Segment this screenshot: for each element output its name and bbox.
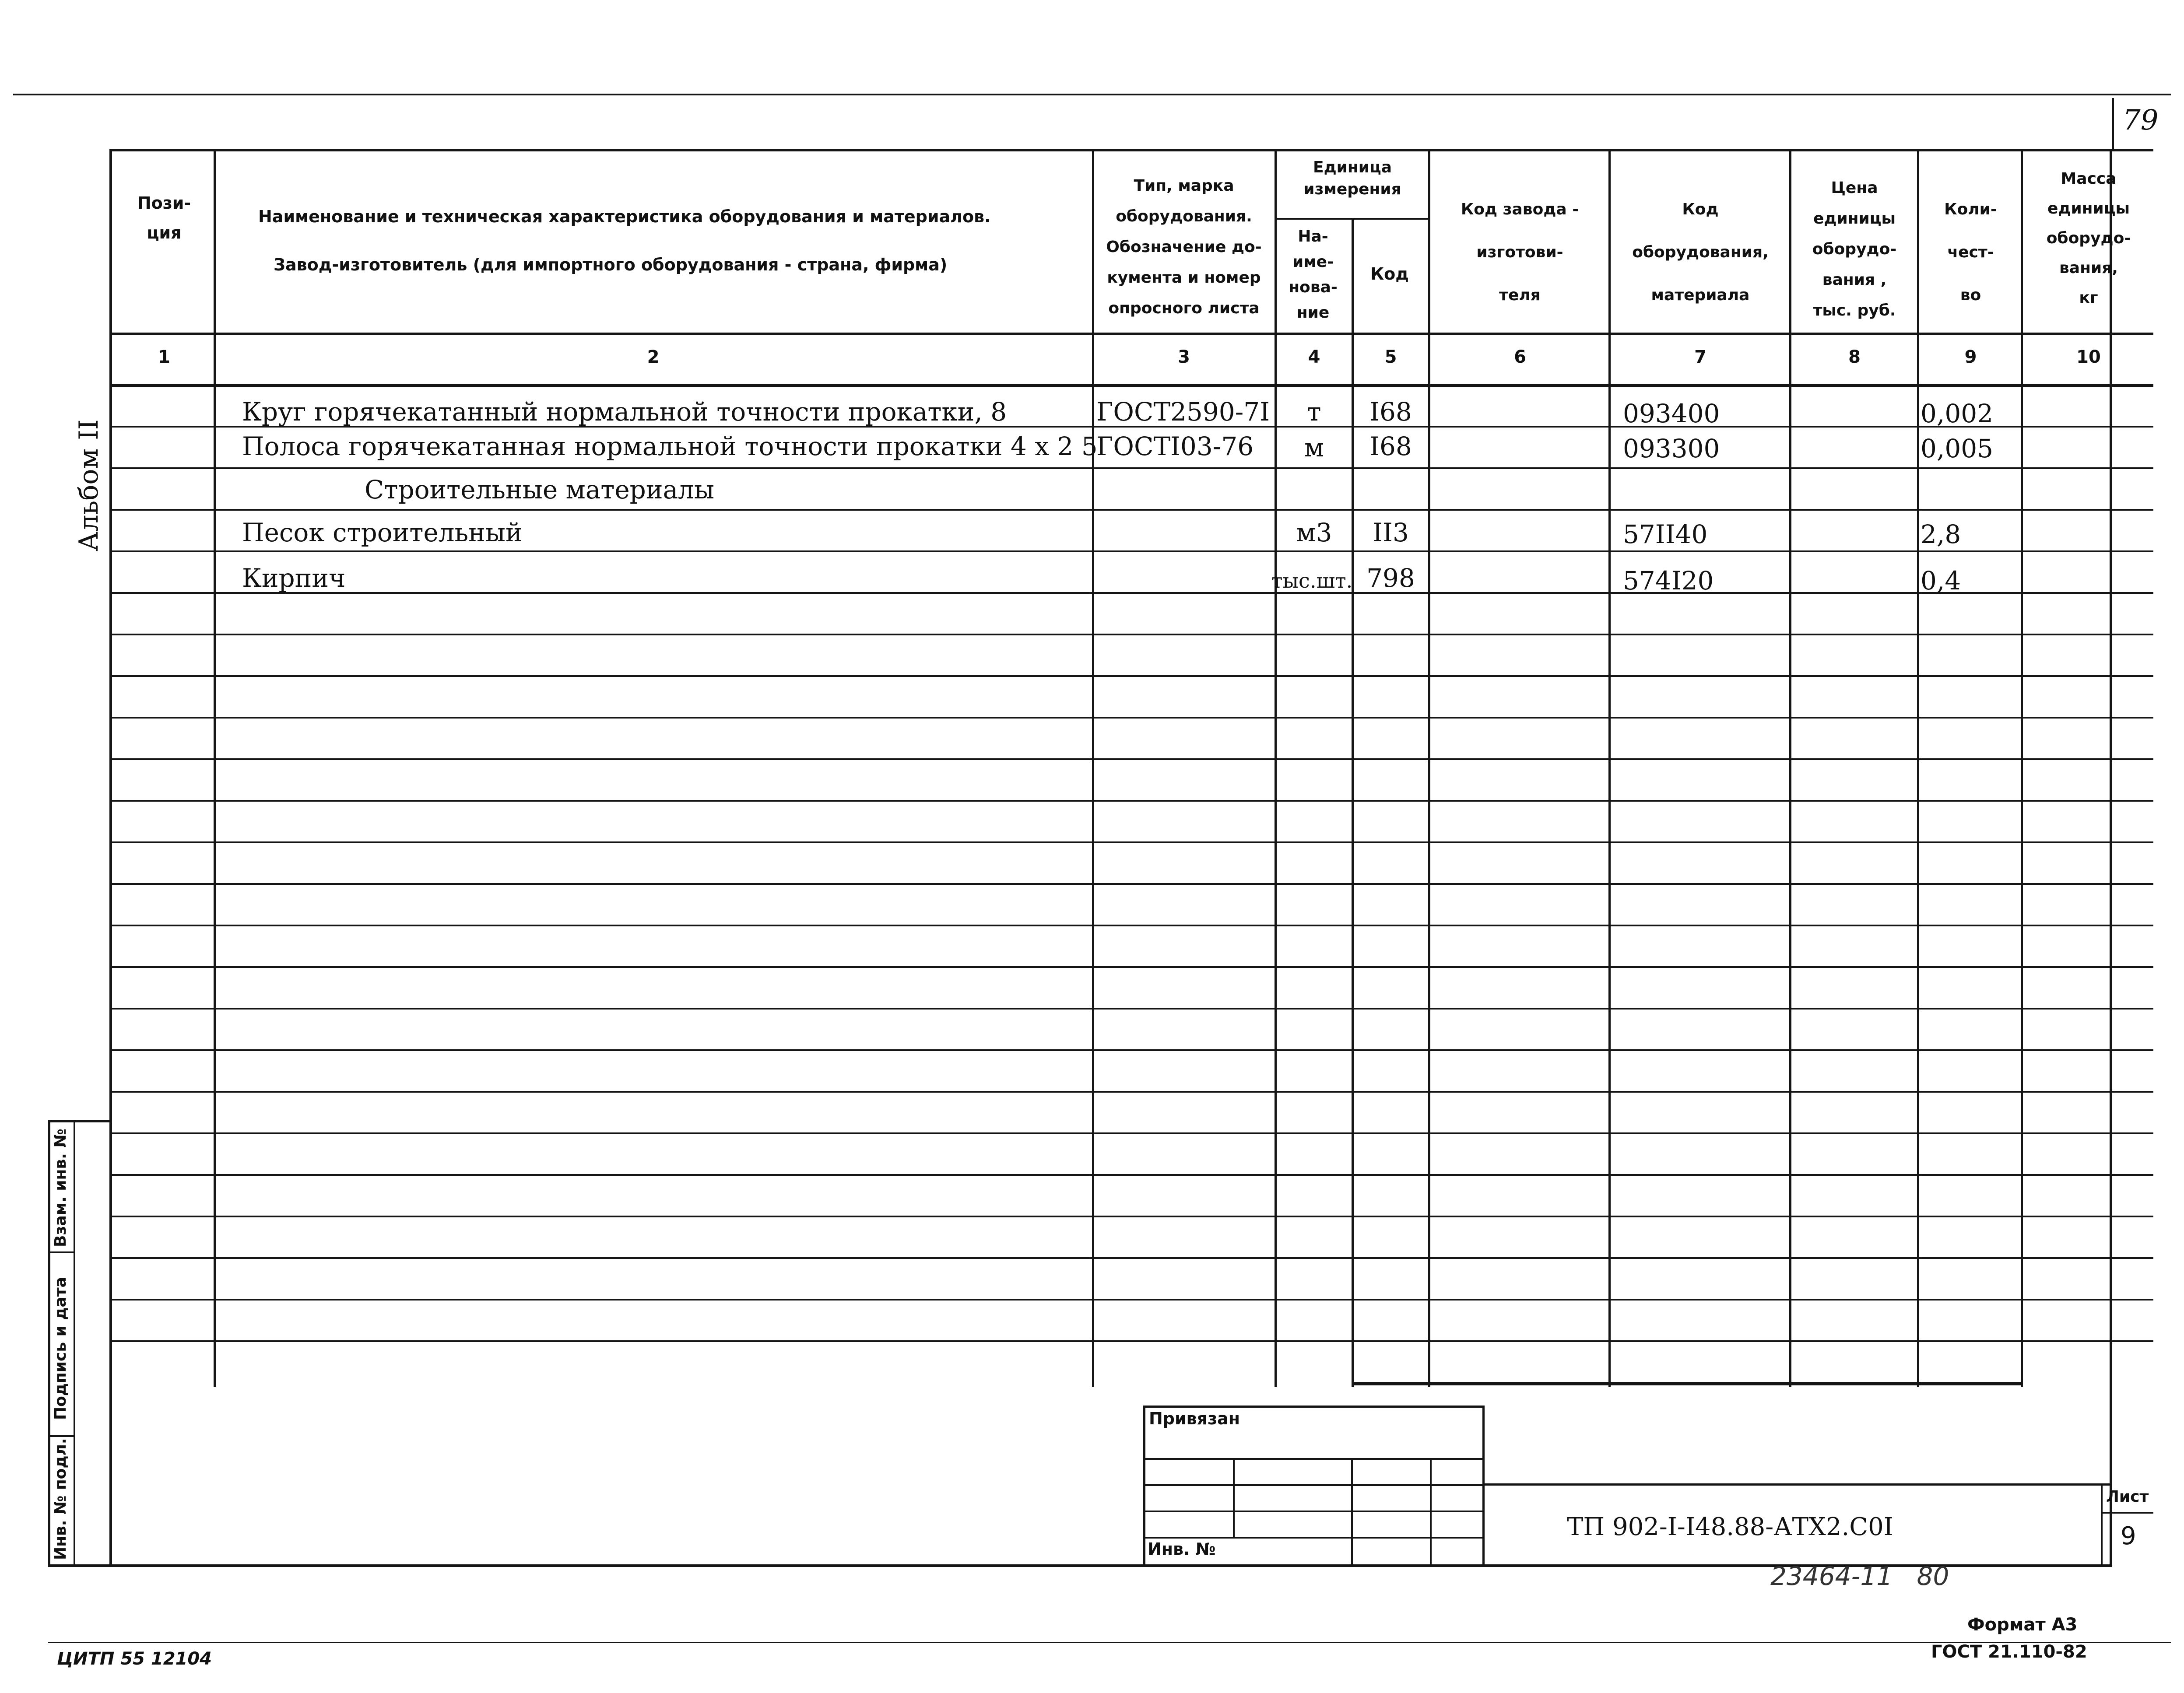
col-number-3: 3: [1178, 347, 1190, 367]
row-line: [109, 883, 2153, 885]
row-line: [109, 550, 2153, 552]
gost-label: ГОСТ 21.110-82: [1931, 1642, 2087, 1662]
col-number-6: 6: [1514, 347, 1526, 367]
row-line: [109, 509, 2153, 511]
row-4-qty: 2,8: [1921, 519, 1961, 549]
row-5-unit: тыс.шт.: [1271, 569, 1353, 592]
row-line: [109, 1257, 2153, 1259]
side-label-podpis: Подпись и дата: [52, 1277, 70, 1420]
header-col3: Тип, марка оборудования. Обозначение до- кумента и номер опросного листа: [1106, 177, 1262, 317]
header-col1: Пози- ция: [137, 193, 191, 242]
row-line: [109, 675, 2153, 677]
sheet-label: Лист: [2106, 1488, 2149, 1506]
row-line: [109, 1340, 2153, 1342]
header-col45: Единица измерения: [1303, 158, 1401, 198]
header-col4: На- име- нова- ние: [1289, 228, 1338, 322]
row-line: [109, 800, 2153, 802]
row-line: [109, 717, 2153, 719]
row-5-name: Кирпич: [242, 563, 346, 593]
header-col5: Код: [1370, 264, 1409, 284]
row-line: [109, 966, 2153, 968]
row-line: [109, 925, 2153, 926]
album-label: Альбом II: [74, 419, 104, 551]
side-label-inv-podl: Инв. № подл.: [52, 1438, 70, 1560]
col-number-4: 4: [1308, 347, 1320, 367]
row-5-unit-code: 798: [1366, 563, 1415, 593]
row-line: [109, 467, 2153, 469]
header-col10: Масса единицы оборудо- вания, кг: [2046, 170, 2131, 307]
page-number: 79: [2123, 104, 2159, 137]
row-2-unit: м: [1304, 433, 1324, 463]
row-3-section-title: Строительные материалы: [365, 475, 715, 505]
numbers-bottom: [109, 384, 2153, 387]
col-number-5: 5: [1384, 347, 1397, 367]
row-line: [109, 1132, 2153, 1134]
col-number-9: 9: [1964, 347, 1977, 367]
row-line: [109, 1049, 2153, 1051]
sheet-box-left: [2101, 1483, 2103, 1567]
row-2-code: 093300: [1623, 434, 1720, 463]
row-1-type: ГОСТ2590-7I: [1096, 397, 1270, 427]
row-1-unit-code: I68: [1369, 397, 1412, 427]
sheet-number: 9: [2121, 1522, 2136, 1550]
header-col8: Цена единицы оборудо- вания , тыс. руб.: [1812, 179, 1897, 319]
table-bottom-thick: [1352, 1382, 2023, 1385]
row-4-code: 57II40: [1623, 519, 1708, 549]
col-line-4: [1352, 219, 1354, 1387]
row-line: [109, 758, 2153, 760]
row-line: [109, 1216, 2153, 1217]
header-bottom: [109, 333, 2153, 335]
header-col9: Коли- чест- во: [1944, 200, 1997, 304]
format-label: Формат А3: [1967, 1615, 2078, 1635]
citp-label: ЦИТП 55 12104: [57, 1649, 212, 1669]
col-number-10: 10: [2076, 347, 2101, 367]
row-4-unit-code: II3: [1373, 518, 1409, 547]
row-1-unit: т: [1307, 397, 1321, 427]
row-line: [109, 1174, 2153, 1176]
header-col6: Код завода - изготови- теля: [1461, 200, 1579, 304]
row-4-unit: м3: [1296, 518, 1332, 547]
row-line: [109, 634, 2153, 635]
privyazan-label: Привязан: [1149, 1409, 1240, 1428]
row-4-name: Песок строительный: [242, 518, 523, 547]
row-1-qty: 0,002: [1921, 399, 1994, 428]
row-line: [109, 592, 2153, 594]
col-number-2: 2: [647, 347, 660, 367]
header-col7: Код оборудования, материала: [1632, 200, 1769, 304]
row-line: [109, 1299, 2153, 1300]
page-number-box-left: [2112, 98, 2114, 151]
row-line: [109, 841, 2153, 843]
row-2-type: ГОСТI03-76: [1096, 431, 1254, 461]
header-col2: Наименование и техническая характеристика оборудования и материалов. Завод-изготовитель (для импортного оборудования - страна, фирма): [258, 207, 991, 274]
doc-block-top: [1484, 1483, 2112, 1486]
row-5-qty: 0,4: [1921, 566, 1961, 596]
row-2-qty: 0,005: [1921, 434, 1994, 463]
inv-no-label: Инв. №: [1148, 1539, 1216, 1559]
col-number-1: 1: [158, 347, 170, 367]
doc-code: ТП 902-I-I48.88-АТХ2.С0I: [1567, 1513, 1893, 1541]
row-1-name: Круг горячекатанный нормальной точности прокатки, 8: [242, 397, 1007, 427]
row-1-code: 093400: [1623, 399, 1720, 428]
side-label-vzam: Взам. инв. №: [52, 1129, 70, 1247]
row-line: [109, 1091, 2153, 1093]
unit-header-split: [1275, 218, 1430, 220]
handwritten-number: 23464-11 80: [1770, 1561, 1949, 1591]
col-number-8: 8: [1848, 347, 1861, 367]
col-number-7: 7: [1694, 347, 1706, 367]
row-5-code: 574I20: [1623, 566, 1714, 596]
bottom-rule: [48, 1642, 2171, 1643]
spec-table: [109, 149, 2153, 1387]
row-2-name: Полоса горячекатанная нормальной точности прокатки 4 х 2 5: [242, 431, 1098, 461]
row-line: [109, 1008, 2153, 1009]
top-rule: [13, 94, 2171, 95]
row-2-unit-code: I68: [1369, 431, 1412, 461]
